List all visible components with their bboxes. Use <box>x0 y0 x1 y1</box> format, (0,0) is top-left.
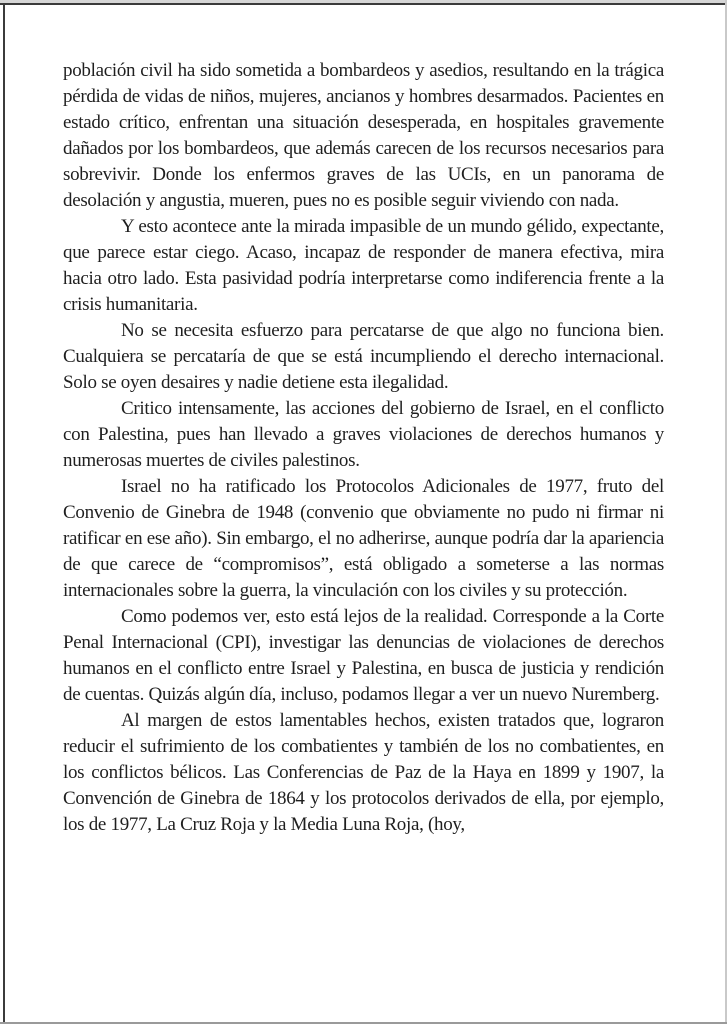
scan-frame-top-line <box>0 3 727 5</box>
paragraph: Y esto acontece ante la mirada impasible de un mundo gélido, expectante, que parece estar ciego. Acaso, incapaz de responder de manera efectiva, mira hacia otro lado. Esta pasividad podría interpretarse como indiferencia frente a la crisis humanitaria. <box>63 216 664 315</box>
paragraph: Como podemos ver, esto está lejos de la realidad. Corresponde a la Corte Penal Internacional (CPI), investigar las denuncias de violaciones de derechos humanos en el conflicto entre Israel y Palestina, en busca de justicia y rendición de cuentas. Quizás algún día, incluso, podamos llegar a ver un nuevo Nuremberg. <box>63 606 664 705</box>
paragraph: Israel no ha ratificado los Protocolos Adicionales de 1977, fruto del Convenio de Ginebra de 1948 (convenio que obviamente no pudo ni firmar ni ratificar en ese año). Sin embargo, el no adherirse, aunque podría dar la apariencia de que carece de “compromisos”, está obligado a someterse a las normas internacionales sobre la guerra, la vinculación con los civiles y su protección. <box>63 476 664 601</box>
paragraph: Critico intensamente, las acciones del gobierno de Israel, en el conflicto con Palestina, pues han llevado a graves violaciones de derechos humanos y numerosas muertes de civiles palestinos. <box>63 398 664 471</box>
paragraph: No se necesita esfuerzo para percatarse de que algo no funciona bien. Cualquiera se percataría de que se está incumpliendo el derecho internacional. Solo se oyen desaires y nadie detiene esta ilegalidad. <box>63 320 664 393</box>
page-text-block <box>63 58 664 838</box>
scan-frame-left-line <box>3 3 5 1024</box>
paragraph: Al margen de estos lamentables hechos, existen tratados que, lograron reducir el sufrimiento de los combatientes y también de los no combatientes, en los conflictos bélicos. Las Conferencias de Paz de la Haya en 1899 y 1907, la Convención de Ginebra de 1864 y los protocolos derivados de ella, por ejemplo, los de 1977, La Cruz Roja y la Media Luna Roja, (hoy, <box>63 710 664 835</box>
paragraph-continuation: población civil ha sido sometida a bombardeos y asedios, resultando en la trágica pérdida de vidas de niños, mujeres, ancianos y hombres desarmados. Pacientes en estado crítico, enfrentan una situación desesperada, en hospitales gravemente dañados por los bombardeos, que además carecen de los recursos necesarios para sobrevivir. Donde los enfermos graves de las UCIs, en un panorama de desolación y angustia, mueren, pues no es posible seguir viviendo con nada. <box>63 60 664 211</box>
